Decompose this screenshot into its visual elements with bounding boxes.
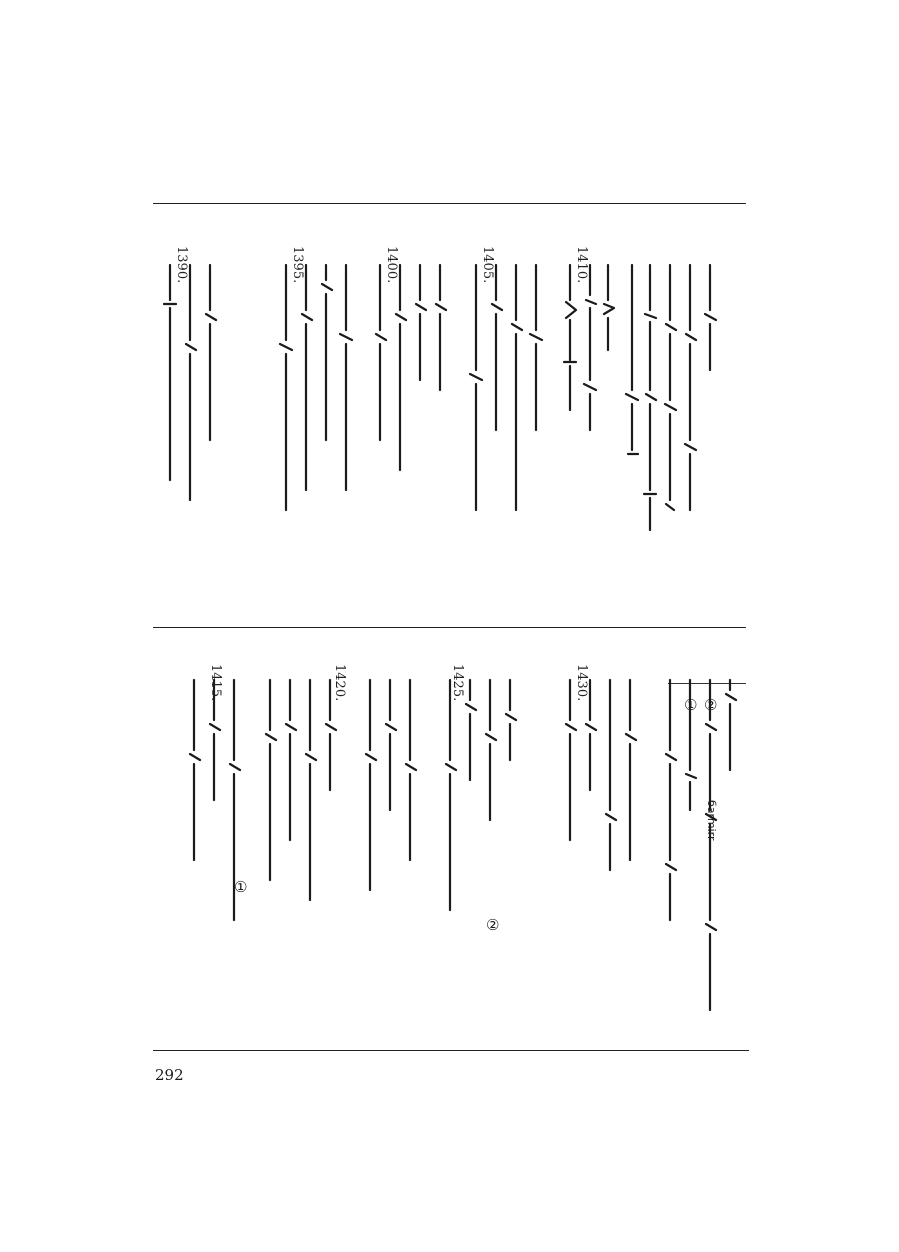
line-number-1425: 1425.	[450, 664, 465, 702]
top-rule	[153, 203, 746, 204]
line-number-1390: 1390.	[174, 246, 189, 284]
lower-text-block	[170, 660, 750, 1040]
inline-marker-1: ①	[234, 878, 248, 896]
bottom-rule	[153, 1050, 749, 1051]
upper-text-block	[150, 240, 750, 610]
line-number-1430: 1430.	[574, 664, 589, 702]
line-number-1410: 1410.	[574, 246, 589, 284]
middle-rule	[153, 627, 746, 628]
script-strokes-lower	[190, 680, 736, 1010]
inline-marker-2: ②	[486, 916, 500, 934]
line-number-1405: 1405.	[480, 246, 495, 284]
footnote-latin: баrmirr	[705, 800, 718, 841]
lower-script-lines	[170, 660, 750, 1040]
script-strokes	[164, 265, 716, 530]
line-number-1395: 1395.	[290, 246, 305, 284]
line-number-1400: 1400.	[384, 246, 399, 284]
line-number-1415: 1415.	[208, 664, 223, 702]
page-number: 292	[155, 1066, 184, 1084]
footnote-marker-1: ①	[684, 696, 698, 714]
footnote-marker-2: ②	[704, 696, 718, 714]
upper-script-lines	[150, 240, 750, 610]
line-number-1420: 1420.	[332, 664, 347, 702]
